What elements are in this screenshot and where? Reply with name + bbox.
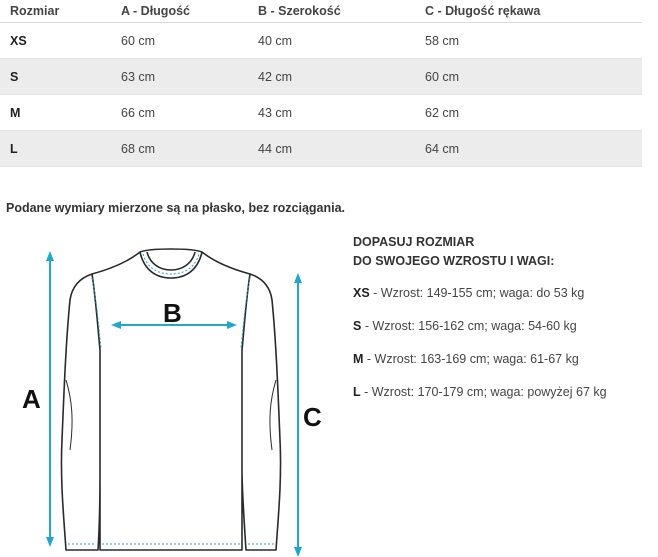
- header-length: A - Długość: [121, 0, 258, 23]
- fit-item: [353, 319, 577, 333]
- fit-item-size: XS: [353, 286, 370, 300]
- size-table: [0, 0, 642, 167]
- fit-title-line2: DO SWOJEGO WZROSTU I WAGI:: [353, 254, 555, 268]
- table-row: [0, 131, 642, 167]
- fit-item-size: L: [353, 385, 361, 399]
- fit-item-text: - Wzrost: 156-162 cm; waga: 54-60 kg: [361, 319, 577, 333]
- cell-length: 66 cm: [121, 95, 258, 131]
- fit-item-size: M: [353, 352, 364, 366]
- cell-length: 68 cm: [121, 131, 258, 167]
- cell-sleeve: 60 cm: [425, 59, 642, 95]
- table-row: [0, 23, 642, 59]
- cell-length: 63 cm: [121, 59, 258, 95]
- left-sleeve-fold: [66, 380, 72, 450]
- fit-item-text: - Wzrost: 170-179 cm; waga: powyżej 67 kg: [360, 385, 607, 399]
- label-a: A: [22, 384, 41, 414]
- cell-size: L: [0, 131, 121, 167]
- cell-size: M: [0, 95, 121, 131]
- measurement-note: Podane wymiary mierzone są na płasko, bez rozciągania.: [6, 201, 346, 215]
- shirt-diagram: [0, 230, 345, 557]
- shirt-back-neck: [140, 249, 202, 252]
- fit-guide: [353, 233, 653, 399]
- fit-title-line1: DOPASUJ ROZMIAR: [353, 235, 475, 249]
- header-size: Rozmiar: [0, 0, 121, 23]
- shirt-outline: [61, 249, 280, 550]
- fit-item: [353, 352, 579, 366]
- shirt-collar-inner: [147, 252, 195, 270]
- cell-width: 43 cm: [258, 95, 425, 131]
- table-row: [0, 59, 642, 95]
- cell-length: 60 cm: [121, 23, 258, 59]
- cell-width: 44 cm: [258, 131, 425, 167]
- fit-item: [353, 385, 607, 399]
- cell-sleeve: 64 cm: [425, 131, 642, 167]
- fit-item: [353, 286, 584, 300]
- cell-width: 42 cm: [258, 59, 425, 95]
- label-b: B: [163, 298, 182, 328]
- header-sleeve-length: C - Długość rękawa: [425, 0, 642, 23]
- header-width: B - Szerokość: [258, 0, 425, 23]
- label-c: C: [303, 402, 322, 432]
- cell-sleeve: 62 cm: [425, 95, 642, 131]
- fit-item-text: - Wzrost: 149-155 cm; waga: do 53 kg: [369, 286, 585, 300]
- table-header-row: [0, 0, 642, 23]
- fit-item-size: S: [353, 319, 362, 333]
- cell-size: S: [0, 59, 121, 95]
- fit-item-text: - Wzrost: 163-169 cm; waga: 61-67 kg: [363, 352, 579, 366]
- cell-width: 40 cm: [258, 23, 425, 59]
- cell-size: XS: [0, 23, 121, 59]
- right-sleeve-fold: [270, 380, 276, 450]
- table-row: [0, 95, 642, 131]
- cell-sleeve: 58 cm: [425, 23, 642, 59]
